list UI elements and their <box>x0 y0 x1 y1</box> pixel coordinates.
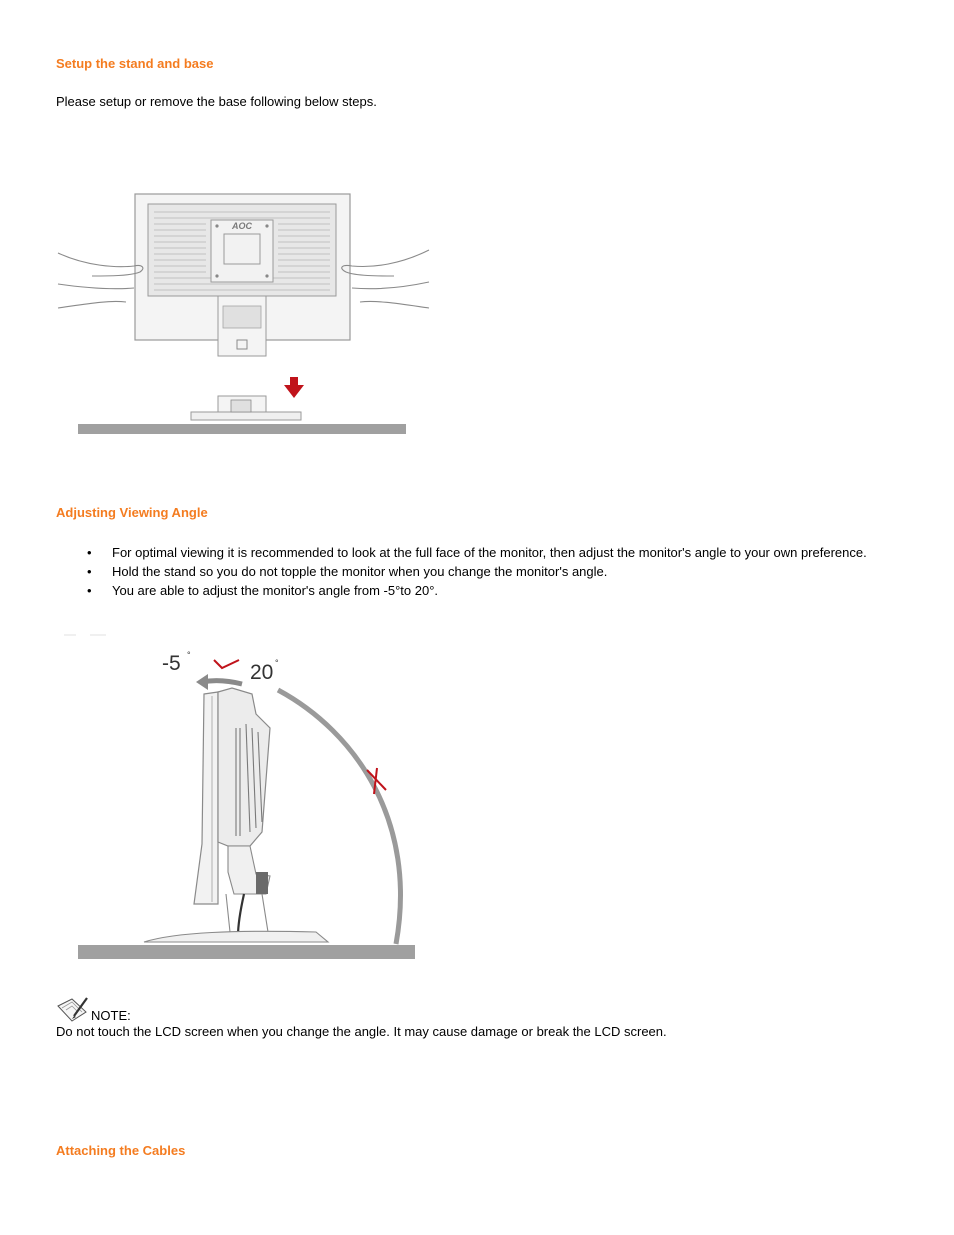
note-icon <box>56 996 90 1024</box>
plus-angle-label: 20 <box>250 661 274 684</box>
section-heading-cables: Attaching the Cables <box>56 1143 186 1158</box>
svg-text:°: ° <box>275 658 279 668</box>
note-text: Do not touch the LCD screen when you change the angle. It may cause damage or break the LCD screen. <box>56 1024 667 1039</box>
section-heading-stand: Setup the stand and base <box>56 56 214 71</box>
stand-base-figure <box>56 188 431 438</box>
note-label: NOTE: <box>91 1008 131 1023</box>
list-item: • You are able to adjust the monitor's angle from -5°to 20°. <box>87 583 439 598</box>
list-item: • For optimal viewing it is recommended to look at the full face of the monitor, then adjust the monitor's angle to your own preference. <box>87 545 867 560</box>
minus-angle-label: -5 <box>162 652 181 675</box>
svg-text:°: ° <box>187 650 191 660</box>
list-item: • Hold the stand so you do not topple the monitor when you change the monitor's angle. <box>87 564 608 579</box>
aoc-logo: AOC <box>232 221 252 231</box>
viewing-angle-figure <box>56 632 421 964</box>
arrow-down-icon <box>290 377 298 385</box>
arrow-left-icon <box>196 674 208 690</box>
section-heading-angle: Adjusting Viewing Angle <box>56 505 208 520</box>
angle-instructions <box>56 545 912 602</box>
ground-bar <box>78 424 406 434</box>
check-icon <box>214 660 239 668</box>
note-block <box>56 996 667 1040</box>
ground-bar <box>78 945 415 959</box>
intro-text: Please setup or remove the base following below steps. <box>56 94 377 109</box>
